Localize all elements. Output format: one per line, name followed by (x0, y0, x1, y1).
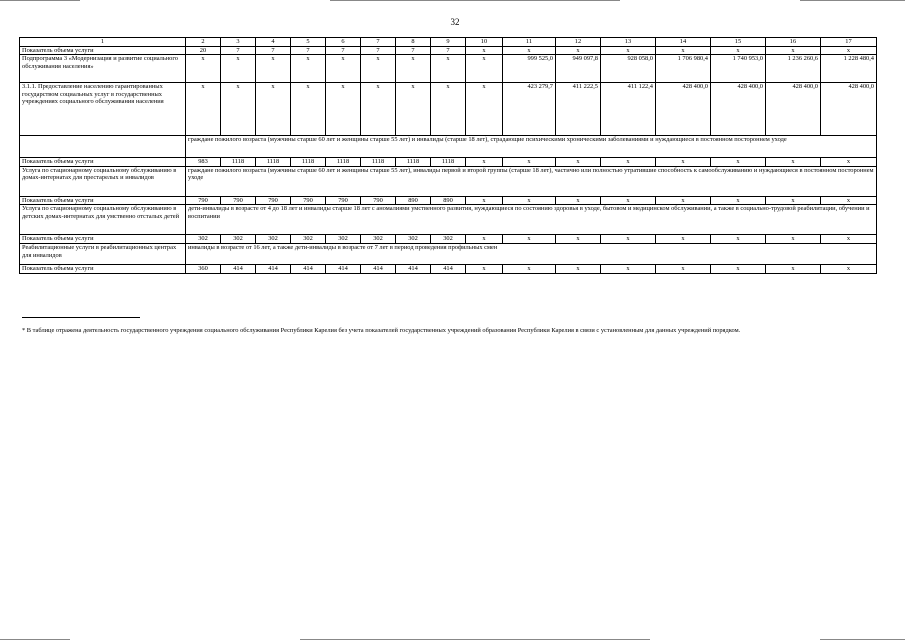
column-number: 10 (466, 38, 503, 47)
table-row (20, 46, 877, 55)
column-number: 9 (431, 38, 466, 47)
column-number: 17 (821, 38, 877, 47)
value-cell: x (221, 55, 256, 83)
column-number: 1 (20, 38, 186, 47)
value-cell: x (766, 46, 821, 55)
value-cell: x (503, 46, 556, 55)
value-cell: x (656, 46, 711, 55)
value-cell: x (466, 83, 503, 136)
table-row (20, 243, 877, 264)
value-cell: x (601, 235, 656, 244)
scan-edge (330, 0, 620, 1)
value-cell: 1118 (256, 158, 291, 167)
table-row (20, 83, 877, 136)
value-cell: x (466, 264, 503, 273)
value-cell: 7 (291, 46, 326, 55)
value-cell: 1118 (361, 158, 396, 167)
column-number: 5 (291, 38, 326, 47)
value-cell: x (256, 83, 291, 136)
value-cell: 1 706 980,4 (656, 55, 711, 83)
row-label: Показатель объема услуги (20, 46, 186, 55)
value-cell: x (503, 235, 556, 244)
value-cell: x (821, 264, 877, 273)
column-number: 8 (396, 38, 431, 47)
value-cell: 414 (221, 264, 256, 273)
value-cell: x (821, 46, 877, 55)
value-cell: x (221, 83, 256, 136)
value-cell: 411 222,5 (556, 83, 601, 136)
value-cell: x (431, 55, 466, 83)
column-number: 2 (186, 38, 221, 47)
value-cell: x (326, 55, 361, 83)
value-cell: 360 (186, 264, 221, 273)
footnote-rule (22, 317, 140, 318)
value-cell: x (601, 196, 656, 205)
value-cell: 999 525,0 (503, 55, 556, 83)
value-cell: 20 (186, 46, 221, 55)
value-cell: 428 400,0 (711, 83, 766, 136)
value-cell: 302 (396, 235, 431, 244)
value-cell: 7 (396, 46, 431, 55)
value-cell: 1118 (431, 158, 466, 167)
value-cell: x (766, 264, 821, 273)
value-cell: x (766, 158, 821, 167)
value-cell: x (556, 46, 601, 55)
value-cell: 428 400,0 (766, 83, 821, 136)
value-cell: x (361, 83, 396, 136)
row-label: Показатель объема услуги (20, 235, 186, 244)
value-cell: 983 (186, 158, 221, 167)
value-cell: 1 236 260,6 (766, 55, 821, 83)
scan-edge (800, 0, 905, 1)
value-cell: 302 (256, 235, 291, 244)
value-cell: x (503, 158, 556, 167)
value-cell: 1118 (291, 158, 326, 167)
recipient-description: инвалиды в возрасте от 16 лет, а также дети-инвалиды в возрасте от 7 лет в период проведения профильных смен (186, 243, 877, 264)
value-cell: 302 (361, 235, 396, 244)
value-cell: 1118 (396, 158, 431, 167)
value-cell: x (656, 158, 711, 167)
value-cell: x (656, 235, 711, 244)
scan-edge (0, 0, 80, 1)
value-cell: x (656, 264, 711, 273)
value-cell: 414 (256, 264, 291, 273)
value-cell: x (766, 196, 821, 205)
column-number: 4 (256, 38, 291, 47)
table-row (20, 205, 877, 235)
recipient-description: граждане пожилого возраста (мужчины старше 60 лет и женщины старше 55 лет), инвалиды первой и второй группы (старше 18 лет), частично или полностью утратившие способность к самообслуживанию и нуждающиеся в постоянном постороннем уходе (186, 166, 877, 196)
value-cell: 302 (326, 235, 361, 244)
value-cell: 1118 (326, 158, 361, 167)
value-cell: x (556, 158, 601, 167)
row-label: Реабилитационные услуги в реабилитационных центрах для инвалидов (20, 243, 186, 264)
value-cell: 928 058,0 (601, 55, 656, 83)
value-cell: 7 (256, 46, 291, 55)
value-cell: 890 (396, 196, 431, 205)
value-cell: x (396, 55, 431, 83)
table-row (20, 136, 877, 158)
value-cell: x (821, 158, 877, 167)
row-label: Показатель объема услуги (20, 158, 186, 167)
row-label: Услуга по стационарному социальному обслуживанию в детских домах-интернатах для умственно отсталых детей (20, 205, 186, 235)
value-cell: x (711, 158, 766, 167)
value-cell: x (556, 235, 601, 244)
column-number: 3 (221, 38, 256, 47)
value-cell: 1 228 480,4 (821, 55, 877, 83)
row-label: Подпрограмма 3 «Модернизация и развитие социального обслуживания населения» (20, 55, 186, 83)
value-cell: 7 (326, 46, 361, 55)
column-number: 12 (556, 38, 601, 47)
header-row (20, 38, 877, 47)
column-number: 16 (766, 38, 821, 47)
value-cell: 302 (291, 235, 326, 244)
value-cell: 1 740 953,0 (711, 55, 766, 83)
value-cell: 428 400,0 (821, 83, 877, 136)
value-cell: x (503, 196, 556, 205)
value-cell: 414 (431, 264, 466, 273)
value-cell: x (466, 196, 503, 205)
value-cell: x (466, 46, 503, 55)
value-cell: x (326, 83, 361, 136)
table-row (20, 55, 877, 83)
value-cell: x (601, 158, 656, 167)
value-cell: 302 (186, 235, 221, 244)
value-cell: x (821, 196, 877, 205)
value-cell: x (186, 83, 221, 136)
value-cell: x (601, 264, 656, 273)
value-cell: 790 (361, 196, 396, 205)
value-cell: 302 (221, 235, 256, 244)
value-cell: 414 (326, 264, 361, 273)
table-row (20, 196, 877, 205)
table-row (20, 235, 877, 244)
value-cell: 1118 (221, 158, 256, 167)
row-label (20, 136, 186, 158)
value-cell: x (766, 235, 821, 244)
value-cell: 790 (256, 196, 291, 205)
value-cell: x (821, 235, 877, 244)
value-cell: x (711, 46, 766, 55)
value-cell: x (711, 196, 766, 205)
column-number: 11 (503, 38, 556, 47)
value-cell: x (361, 55, 396, 83)
value-cell: x (556, 264, 601, 273)
row-label: Показатель объема услуги (20, 264, 186, 273)
value-cell: x (186, 55, 221, 83)
value-cell: 790 (221, 196, 256, 205)
value-cell: x (466, 158, 503, 167)
value-cell: 790 (326, 196, 361, 205)
value-cell: 790 (291, 196, 326, 205)
column-number: 14 (656, 38, 711, 47)
value-cell: 7 (431, 46, 466, 55)
value-cell: x (556, 196, 601, 205)
column-number: 15 (711, 38, 766, 47)
value-cell: x (431, 83, 466, 136)
value-cell: 411 122,4 (601, 83, 656, 136)
value-cell: 7 (221, 46, 256, 55)
table-row (20, 264, 877, 273)
value-cell: 790 (186, 196, 221, 205)
value-cell: 423 279,7 (503, 83, 556, 136)
recipient-description: граждане пожилого возраста (мужчины старше 60 лет и женщины старше 55 лет) и инвалиды (старше 18 лет), страдающие психическими хроническими заболеваниями и нуждающиеся в постоянном постороннем уходе (186, 136, 877, 158)
value-cell: 7 (361, 46, 396, 55)
value-cell: 949 097,8 (556, 55, 601, 83)
value-cell: 302 (431, 235, 466, 244)
value-cell: x (256, 55, 291, 83)
value-cell: 890 (431, 196, 466, 205)
column-number: 13 (601, 38, 656, 47)
value-cell: x (711, 235, 766, 244)
row-label: Услуга по стационарному социальному обслуживанию в домах-интернатах для престарелых и инвалидов (20, 166, 186, 196)
value-cell: x (503, 264, 556, 273)
row-label: Показатель объема услуги (20, 196, 186, 205)
column-number: 6 (326, 38, 361, 47)
value-cell: x (711, 264, 766, 273)
recipient-description: дети-инвалиды в возрасте от 4 до 18 лет и инвалиды старше 18 лет с аномалиями умственного развития, нуждающиеся по состоянию здоровья в уходе, бытовом и медицинском обслуживании, а также в социально-трудовой реабилитации, обучении и воспитании (186, 205, 877, 235)
program-table (19, 37, 877, 274)
value-cell: x (396, 83, 431, 136)
value-cell: 414 (396, 264, 431, 273)
value-cell: x (601, 46, 656, 55)
table-row (20, 158, 877, 167)
column-number: 7 (361, 38, 396, 47)
row-label: 3.1.1. Предоставление населению гарантированных государством социальных услуг в государственных учреждениях социального обслуживания населения (20, 83, 186, 136)
value-cell: x (291, 83, 326, 136)
page-number: 32 (450, 17, 460, 27)
value-cell: x (291, 55, 326, 83)
value-cell: x (466, 235, 503, 244)
value-cell: x (656, 196, 711, 205)
value-cell: 414 (291, 264, 326, 273)
value-cell: 428 400,0 (656, 83, 711, 136)
value-cell: 414 (361, 264, 396, 273)
value-cell: x (466, 55, 503, 83)
table-row (20, 166, 877, 196)
footnote: * В таблице отражена деятельность государственного учреждения социального обслуживания Республики Карелия без учета показателей государственных учреждений образования Республики Карелия в связи с установленным для данных учреждений порядком. (22, 327, 741, 334)
